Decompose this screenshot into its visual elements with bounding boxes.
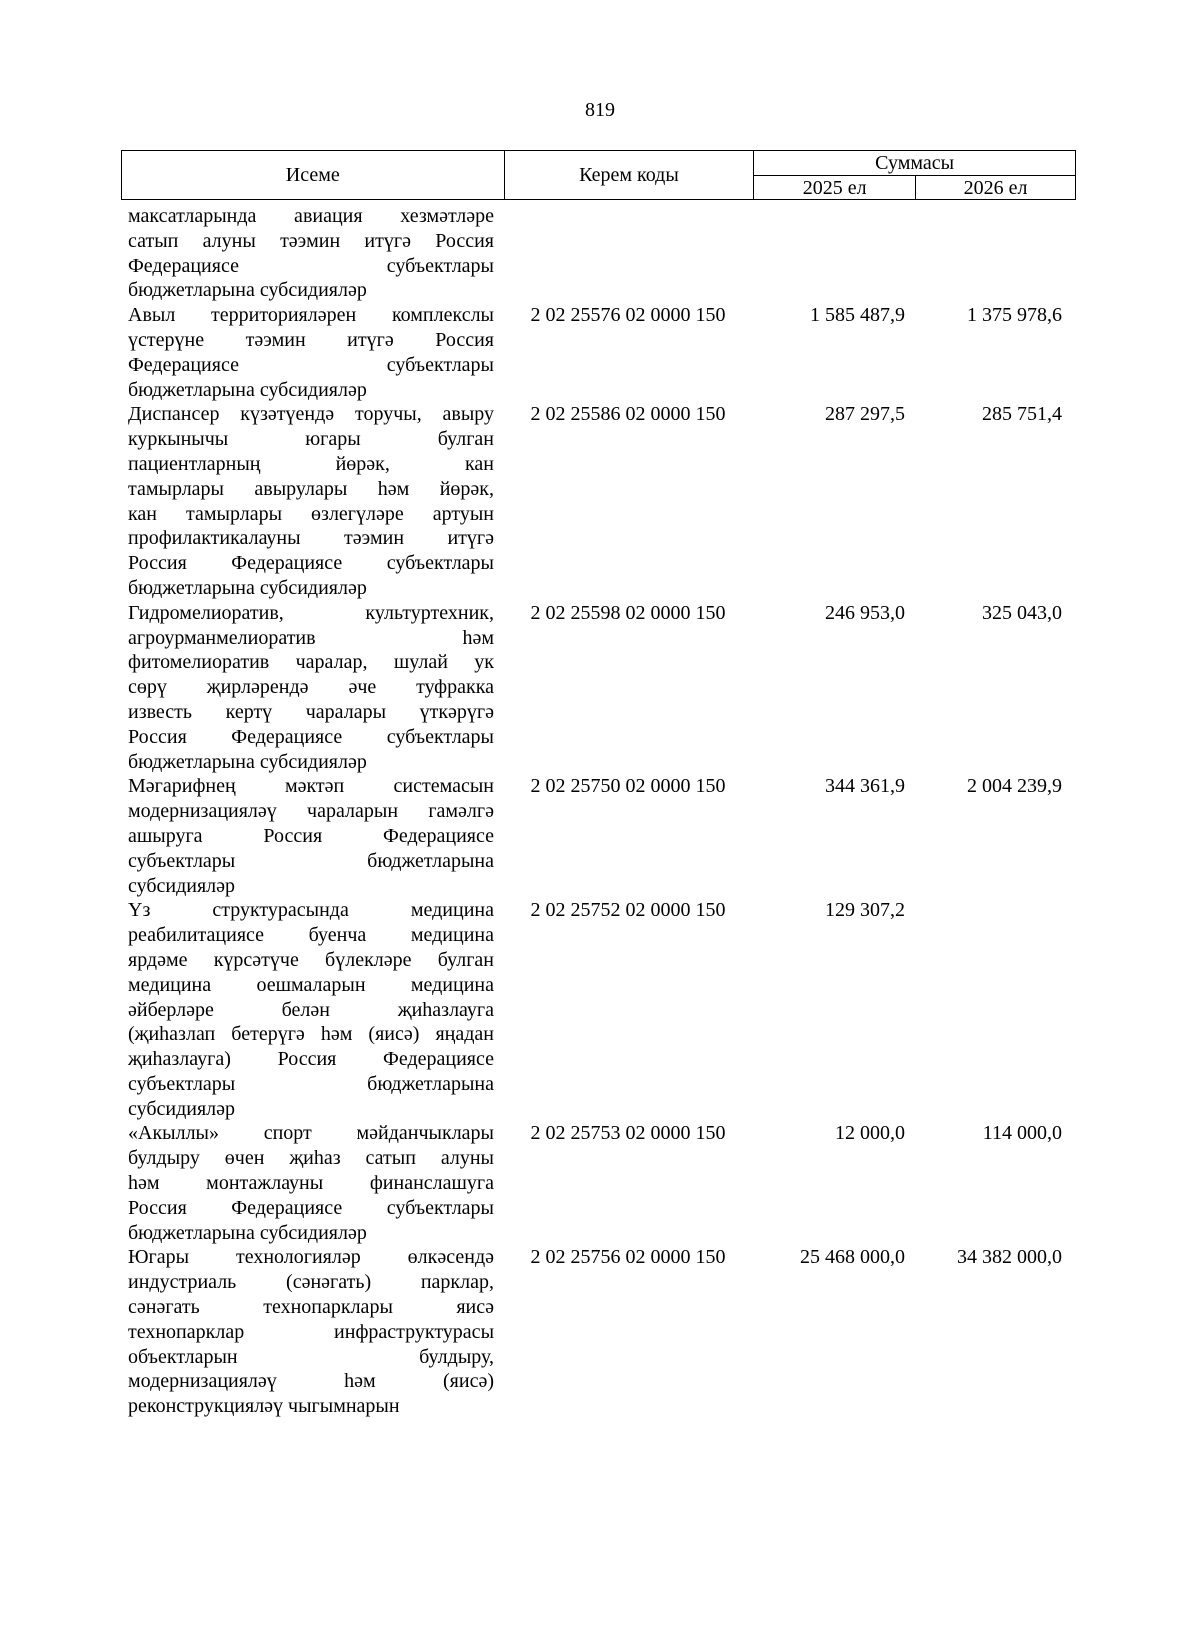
row-name-line: әйберләре белән җиһазлауга	[128, 998, 494, 1021]
row-name	[121, 774, 494, 898]
header-sums: Суммасы	[754, 151, 1076, 176]
row-name-line: Россия Федерациясе субъектлары	[128, 552, 494, 575]
table-row	[121, 1121, 1076, 1245]
row-value-2025: 25 468 000,0	[800, 1246, 905, 1269]
row-name-line: Авыл территорияләрен комплекслы	[128, 304, 494, 327]
row-name-line: Федерациясе субъектлары	[128, 353, 494, 376]
row-name-line: реабилитациясе буенча медицина	[128, 924, 494, 947]
row-name-line: субъектлары бюджетларына	[128, 1072, 494, 1095]
row-name-line: субъектлары бюджетларына	[128, 849, 494, 872]
row-value-2025: 1 585 487,9	[810, 304, 905, 327]
row-name-line: һәм монтажлауны финанслашуга	[128, 1172, 494, 1195]
row-value-2026: 114 000,0	[982, 1122, 1062, 1145]
row-name-line: сәнәгать технопарклары яисә	[128, 1296, 494, 1319]
page-number: 819	[585, 99, 615, 121]
table-row	[121, 601, 1076, 775]
table-row	[121, 204, 1076, 303]
row-value-2025: 287 297,5	[825, 403, 905, 426]
row-value-2025: 129 307,2	[825, 899, 905, 922]
row-name-line: (җиһазлап бетерүгә һәм (яисә) яңадан	[128, 1023, 494, 1046]
row-name	[121, 402, 494, 600]
row-value-2025: 12 000,0	[835, 1122, 905, 1145]
header-name: Исеме	[122, 151, 505, 200]
row-code: 2 02 25750 02 0000 150	[530, 775, 726, 798]
row-code: 2 02 25576 02 0000 150	[530, 304, 726, 327]
row-name-line: агроурманмелиоратив һәм	[128, 626, 494, 649]
header-year-2026: 2026 ел	[916, 176, 1076, 200]
row-name-line: Үз структурасында медицина	[128, 899, 494, 922]
row-name-line: бюджетларына субсидияләр	[128, 576, 367, 599]
row-name-line: «Акыллы» спорт мәйданчыклары	[128, 1122, 494, 1145]
row-name-line: үстерүне тәэмин итүгә Россия	[128, 328, 494, 351]
row-name	[121, 1121, 494, 1245]
row-name-line: бюджетларына субсидияләр	[128, 279, 367, 302]
table-row	[121, 402, 1076, 600]
row-name-line: известь кертү чаралары үткәрүгә	[128, 700, 494, 723]
row-name-line: объектларын булдыру,	[128, 1345, 494, 1368]
table-row	[121, 898, 1076, 1121]
row-name-line: Федерациясе субъектлары	[128, 254, 494, 277]
row-name-line: максатларында авиация хезмәтләре	[128, 205, 494, 227]
row-code: 2 02 25586 02 0000 150	[530, 403, 726, 426]
row-name-line: Гидромелиоратив, культуртехник,	[128, 601, 494, 624]
row-code: 2 02 25598 02 0000 150	[530, 601, 726, 624]
row-name-line: пациентларның йөрәк, кан	[128, 452, 494, 475]
row-value-2025: 344 361,9	[825, 775, 905, 798]
row-value-2026: 285 751,4	[982, 403, 1062, 426]
table-body	[121, 204, 1076, 1419]
row-code: 2 02 25756 02 0000 150	[530, 1246, 726, 1269]
row-name	[121, 898, 494, 1121]
row-name-line: Диспансер күзәтүендә торучы, авыру	[128, 403, 494, 426]
row-name-line: куркынычы югары булган	[128, 428, 494, 451]
row-value-2026: 34 382 000,0	[957, 1246, 1062, 1269]
row-name	[121, 303, 494, 402]
row-name-line: профилактикалауны тәэмин итүгә	[128, 527, 494, 550]
row-value-2026: 325 043,0	[982, 601, 1062, 624]
row-name	[121, 1245, 494, 1419]
table-row	[121, 303, 1076, 402]
row-name-line: бюджетларына субсидияләр	[128, 750, 367, 773]
row-name-line: модернизацияләү һәм (яисә)	[128, 1370, 494, 1393]
table-row	[121, 774, 1076, 898]
row-name-line: Россия Федерациясе субъектлары	[128, 725, 494, 748]
row-name-line: сатып алуны тәэмин итүгә Россия	[128, 229, 494, 252]
row-name-line: җиһазлауга) Россия Федерациясе	[128, 1048, 494, 1071]
header-year-2025: 2025 ел	[754, 176, 916, 200]
row-name-line: реконструкцияләү чыгымнарын	[128, 1395, 400, 1418]
row-name-line: индустриаль (сәнәгать) парклар,	[128, 1271, 494, 1294]
row-name-line: технопарклар инфраструктурасы	[128, 1320, 494, 1343]
row-name-line: Югары технологияләр өлкәсендә	[128, 1246, 494, 1269]
row-name-line: Мәгарифнең мәктәп системасын	[128, 775, 494, 798]
row-name-line: субсидияләр	[128, 874, 236, 897]
row-name-line: Россия Федерациясе субъектлары	[128, 1196, 494, 1219]
row-value-2026: 2 004 239,9	[967, 775, 1062, 798]
row-name-line: бюджетларына субсидияләр	[128, 1221, 367, 1244]
row-name-line: ашыруга Россия Федерациясе	[128, 824, 494, 847]
row-name-line: тамырлары авырулары һәм йөрәк,	[128, 477, 494, 500]
row-name	[121, 204, 494, 303]
header-code: Керем коды	[504, 151, 754, 200]
row-name-line: ярдәме күрсәтүче бүлекләре булган	[128, 948, 494, 971]
row-name-line: медицина оешмаларын медицина	[128, 973, 494, 996]
row-name-line: булдыру өчен җиһаз сатып алуны	[128, 1147, 494, 1170]
row-value-2025: 246 953,0	[825, 601, 905, 624]
row-name-line: фитомелиоратив чаралар, шулай ук	[128, 651, 494, 674]
row-code: 2 02 25753 02 0000 150	[530, 1122, 726, 1145]
table-header	[121, 150, 1076, 200]
row-name	[121, 601, 494, 775]
row-value-2026: 1 375 978,6	[967, 304, 1062, 327]
row-name-line: модернизацияләү чараларын гамәлгә	[128, 800, 494, 823]
row-name-line: бюджетларына субсидияләр	[128, 378, 367, 401]
row-name-line: субсидияләр	[128, 1097, 236, 1120]
row-code: 2 02 25752 02 0000 150	[530, 899, 726, 922]
table-row	[121, 1245, 1076, 1419]
row-name-line: сөрү җирләрендә әче туфракка	[128, 676, 494, 699]
row-name-line: кан тамырлары өзлегүләре артуын	[128, 502, 494, 525]
